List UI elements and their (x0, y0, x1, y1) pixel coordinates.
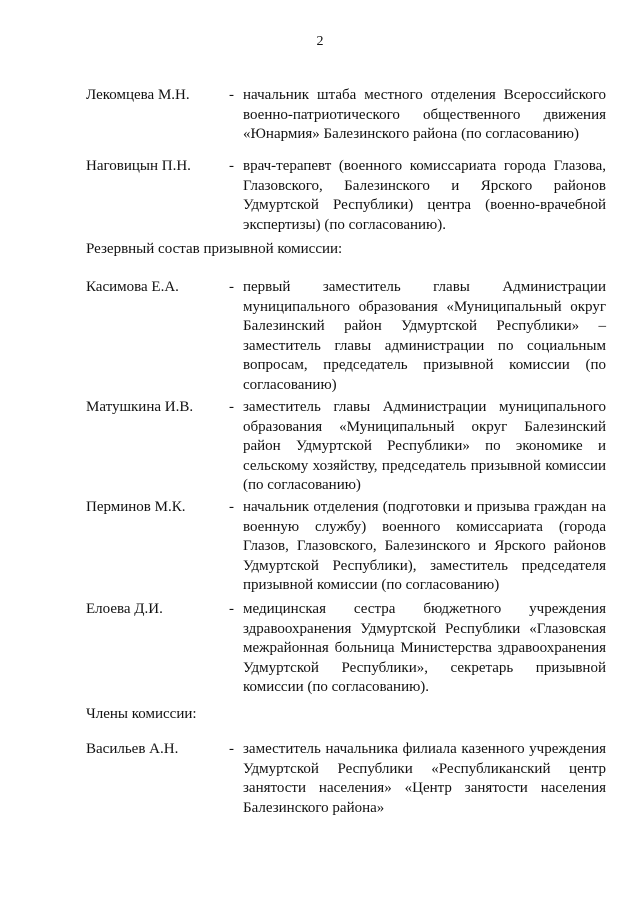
person-name: Перминов М.К. (86, 499, 186, 515)
dash-separator: - (229, 87, 234, 103)
entry-nagovitsyn (86, 157, 606, 235)
entry-vasiliev (86, 740, 606, 818)
person-name: Васильев А.Н. (86, 741, 179, 757)
position-description: первый заместитель главы Администрации муниципального образования «Муниципальный округ Балезинский район Удмуртской Республики» – заместитель главы администрации по социальным вопросам, председатель призывной комиссии (по согласованию) (243, 279, 606, 393)
dash-separator: - (229, 158, 234, 174)
position-description: заместитель начальника филиала казенного учреждения Удмуртской Республики «Республиканский центр занятости населения» «Центр занятости населения Балезинского района» (243, 741, 606, 816)
entry-lekomtseva (86, 86, 606, 145)
position-description: врач-терапевт (военного комиссариата города Глазова, Глазовского, Балезинского и Ярского районов Удмуртской Республики) центра (военно-врачебной экспертизы) (по согласованию). (243, 158, 606, 233)
entry-eloeva (86, 600, 606, 698)
person-name: Елоева Д.И. (86, 601, 163, 617)
dash-separator: - (229, 499, 234, 515)
dash-separator: - (229, 399, 234, 415)
dash-separator: - (229, 279, 234, 295)
members-heading: Члены комиссии: (86, 706, 197, 722)
entry-perminov (86, 498, 606, 596)
entry-matushkina (86, 398, 606, 496)
entry-kasimova (86, 278, 606, 395)
page-number: 2 (316, 34, 324, 49)
reserve-heading: Резервный состав призывной комиссии: (86, 241, 343, 257)
person-name: Касимова Е.А. (86, 279, 179, 295)
dash-separator: - (229, 601, 234, 617)
person-name: Матушкина И.В. (86, 399, 194, 415)
position-description: медицинская сестра бюджетного учреждения здравоохранения Удмуртской Республики «Глазовская межрайонная больница Министерства здравоохранения Удмуртской Республики», секретарь призывной комиссии (по согласованию). (243, 601, 606, 695)
position-description: заместитель главы Администрации муниципального образования «Муниципальный округ Балезинский район Удмуртской Республики» по экономике и сельскому хозяйству, председатель призывной комиссии (по согласованию) (243, 399, 606, 493)
person-name: Лекомцева М.Н. (86, 87, 190, 103)
person-name: Наговицын П.Н. (86, 158, 191, 174)
position-description: начальник отделения (подготовки и призыва граждан на военную службу) военного комиссариата (города Глазов, Глазовского, Балезинского и Ярского районов Удмуртской Республики), заместитель председателя призывной комиссии (по согласованию) (243, 499, 606, 593)
dash-separator: - (229, 741, 234, 757)
position-description: начальник штаба местного отделения Всероссийского военно-патриотического общественного движения «Юнармия» Балезинского района (по согласованию) (243, 87, 606, 142)
